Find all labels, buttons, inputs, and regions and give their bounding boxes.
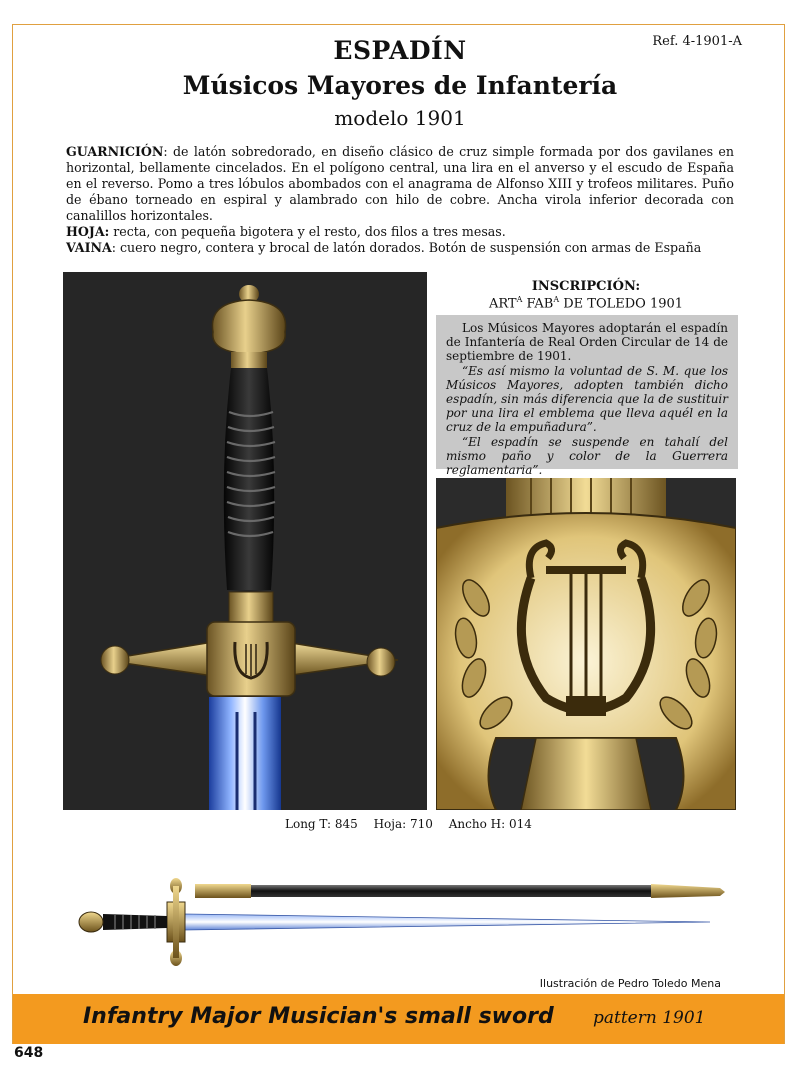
guarnicion-text: : de latón sobredorado, en diseño clásico de cruz simple formada por dos gavilanes en horizontal, bellamente cincelados. En el polígono central, una lira en el anverso y el escudo de España en el reverso. Pomo a tres lóbulos abombados con el anagrama de Alfonso XIII y trofeos militares. Puño de ébano torneado en espiral y alambrado con hilo de cobre. Ancha virola inferior decorada con canalillos horizontales. xyxy=(66,144,734,223)
inscription-title: INSCRIPCIÓN: xyxy=(531,279,641,294)
measurements xyxy=(285,817,544,831)
sword-and-scabbard-illustration xyxy=(75,872,735,972)
hoja-text: recta, con pequeña bigotera y el resto, dos filos a tres mesas. xyxy=(109,224,506,239)
hoja-label: HOJA: xyxy=(66,224,110,239)
total-length: Long T: 845 xyxy=(285,817,358,831)
quote-paragraph-1: Los Músicos Mayores adoptarán el espadín de Infantería de Real Orden Circular de 14 de septiembre de 1901. xyxy=(446,321,728,364)
vaina-label: VAINA xyxy=(66,240,112,255)
english-pattern: pattern 1901 xyxy=(593,1008,706,1028)
page-subtitle: Músicos Mayores de Infantería xyxy=(182,71,618,100)
lyre-detail-illustration xyxy=(436,478,736,810)
guarnicion-label: GUARNICIÓN xyxy=(66,144,164,159)
inscription-text: $ART^A$ $FAB^A$ DE TOLEDO 1901 xyxy=(488,295,684,312)
quote-paragraph-3: “El espadín se suspende en tahalí del mismo paño y color de la Guerrera reglamentaria”. xyxy=(446,434,728,478)
hilt-illustration xyxy=(63,272,427,810)
model-year: modelo 1901 xyxy=(334,106,466,130)
blade-width: Ancho H: 014 xyxy=(448,817,532,831)
quote-paragraph-2: “Es así mismo la voluntad de S. M. que los Músicos Mayores, adopten también dicho espadín, sin más diferencia que la de sustituir por una lira el emblema que lleva aquél en la cruz de la empuñadura”. xyxy=(446,363,728,435)
page-number: 648 xyxy=(14,1045,44,1061)
page-title: ESPADÍN xyxy=(333,36,467,65)
reference-code: Ref. 4-1901-A xyxy=(652,34,742,49)
blade-length: Hoja: 710 xyxy=(373,817,433,831)
regulation-quote-box xyxy=(436,315,738,478)
illustration-credit: Ilustración de Pedro Toledo Mena xyxy=(539,977,721,990)
description xyxy=(66,144,734,256)
vaina-text: : cuero negro, contera y brocal de latón dorados. Botón de suspensión con armas de España xyxy=(111,240,702,255)
english-title: Infantry Major Musician's small sword xyxy=(83,1004,554,1029)
